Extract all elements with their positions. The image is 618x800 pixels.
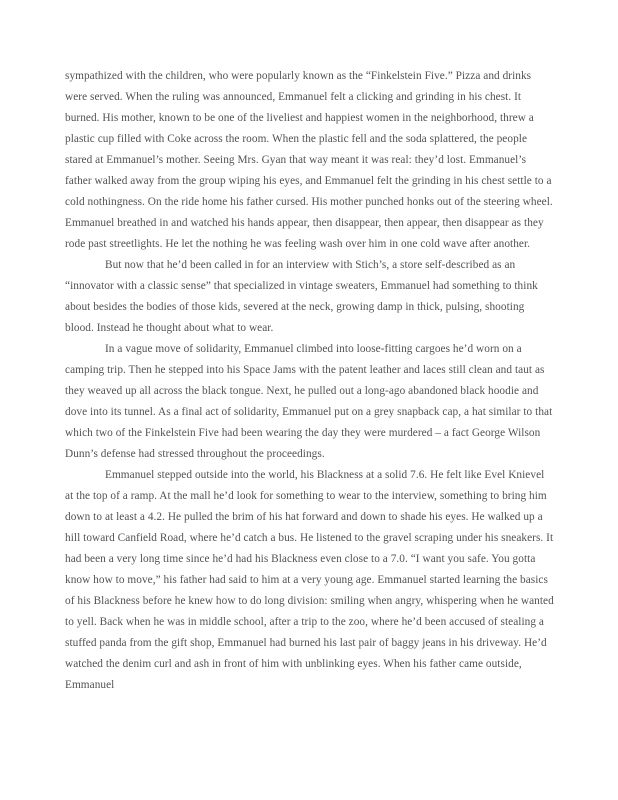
paragraph-2: But now that he’d been called in for an interview with Stich’s, a store self-described as an “innovator with a classic sense” that specialized in vintage sweaters, Emmanuel had something to think about besides the bodies of those kids, severed at the neck, growing damp in thick, pulsing, shooting blood. Instead he thought about what to wear. [65,259,538,334]
paragraph-4: Emmanuel stepped outside into the world, his Blackness at a solid 7.6. He felt like Evel Knievel at the top of a ramp. At the mall he’d look for something to wear to the interview, something to bring him down to at least a 4.2. He pulled the brim of his hat forward and down to shade his eyes. He walked up a hill toward Canfield Road, where he’d catch a bus. He listened to the gravel scraping under his sneakers. It had been a very long time since he’d had his Blackness even close to a 7.0. “I want you safe. You gotta know how to move,” his father had said to him at a very young age. Emmanuel started learning the basics of his Blackness before he knew how to do long division: smiling when angry, whispering when he wanted to yell. Back when he was in middle school, after a trip to the zoo, where he’d been accused of stealing a stuffed panda from the gift shop, Emmanuel had burned his last pair of baggy jeans in his driveway. He’d watched the denim curl and ash in front of him with unblinking eyes. When his father came outside, Emmanuel [65,469,554,691]
paragraph-3: In a vague move of solidarity, Emmanuel climbed into loose-fitting cargoes he’d worn on a camping trip. Then he stepped into his Space Jams with the patent leather and laces still clean and taut as they weaved up all across the black tongue. Next, he pulled out a long-ago abandoned black hoodie and dove into its tunnel. As a final act of solidarity, Emmanuel put on a grey snapback cap, a hat similar to that which two of the Finkelstein Five had been wearing the day they were murdered – a fact George Wilson Dunn’s defense had stressed throughout the proceedings. [65,343,553,460]
body-text [65,66,555,696]
paragraph-1: sympathized with the children, who were popularly known as the “Finkelstein Five.” Pizza and drinks were served. When the ruling was announced, Emmanuel felt a clicking and grinding in his chest. It burned. His mother, known to be one of the liveliest and happiest women in the neighborhood, threw a plastic cup filled with Coke across the room. When the plastic fell and the soda splattered, the people stared at Emmanuel’s mother. Seeing Mrs. Gyan that way meant it was real: they’d lost. Emmanuel’s father walked away from the group wiping his eyes, and Emmanuel felt the grinding in his chest settle to a cold nothingness. On the ride home his father cursed. His mother punched honks out of the steering wheel. Emmanuel breathed in and watched his hands appear, then disappear, then appear, then disappear as they rode past streetlights. He let the nothing he was feeling wash over him in one cold wave after another. [65,70,553,250]
